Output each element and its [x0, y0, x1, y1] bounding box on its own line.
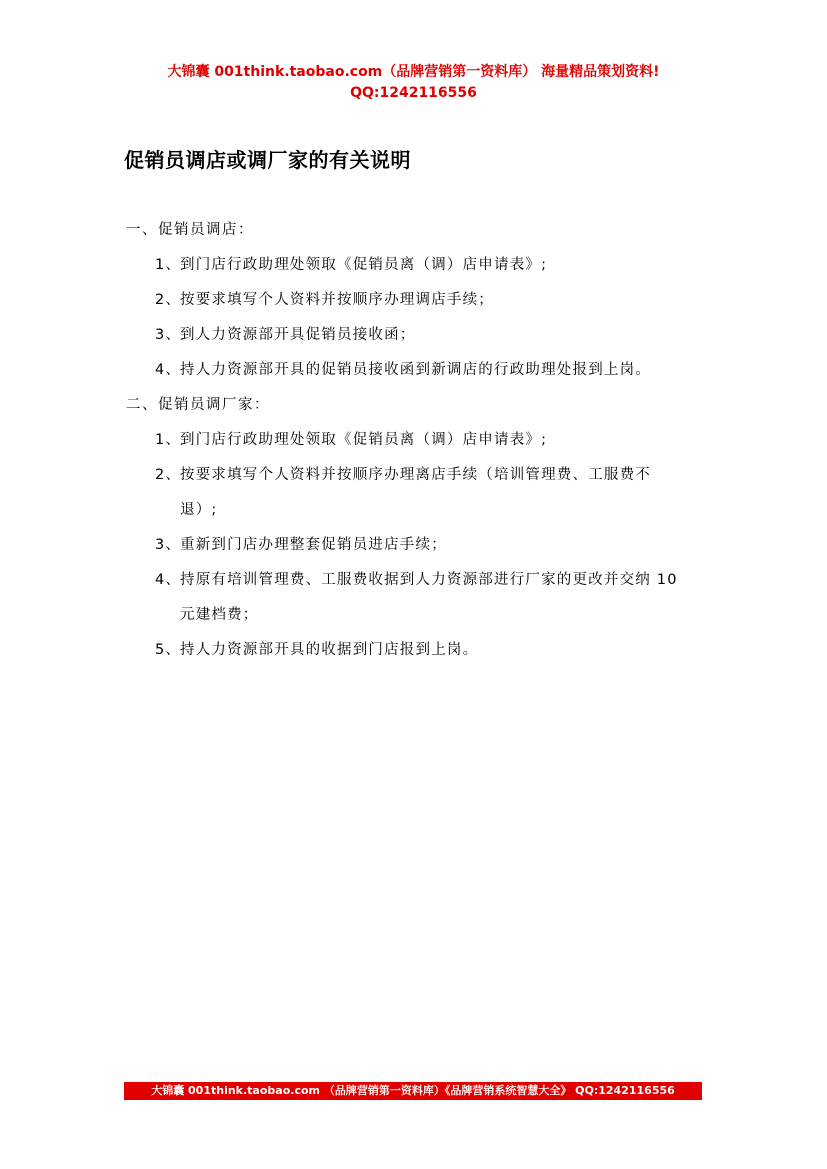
- item-number: 2、: [155, 292, 182, 308]
- list-item: [126, 254, 706, 289]
- item-text: 到门店行政助理处领取《促销员离（调）店申请表》;: [180, 432, 548, 448]
- header-line-2: QQ:1242116556: [350, 85, 477, 101]
- item-number: 1、: [155, 257, 182, 273]
- item-text: 按要求填写个人资料并按顺序办理调店手续；: [180, 292, 494, 308]
- item-number: 3、: [155, 327, 182, 343]
- item-number: 1、: [155, 432, 182, 448]
- list-item: [126, 359, 706, 394]
- section-heading: 一、促销员调店：: [126, 222, 254, 238]
- item-text: 到门店行政助理处领取《促销员离（调）店申请表》;: [180, 257, 548, 273]
- list-item: [126, 289, 706, 324]
- item-number: 4、: [155, 362, 182, 378]
- list-item: [126, 464, 706, 534]
- list-item: [126, 534, 706, 569]
- item-text-line-1: 按要求填写个人资料并按顺序办理离店手续（培训管理费、工服费不: [180, 467, 651, 483]
- item-number: 3、: [155, 537, 182, 553]
- item-text: 到人力资源部开具促销员接收函；: [180, 327, 416, 343]
- item-text: 持人力资源部开具的收据到门店报到上岗。: [180, 642, 479, 658]
- item-number: 4、: [155, 572, 182, 588]
- header-line-1: 大锦囊 001think.taobao.com（品牌营销第一资料库） 海量精品策划资料!: [167, 64, 660, 80]
- list-item: [126, 639, 706, 674]
- item-number: 5、: [155, 642, 182, 658]
- item-text: 持人力资源部开具的促销员接收函到新调店的行政助理处报到上岗。: [180, 362, 651, 378]
- header-banner: [0, 62, 827, 104]
- list-item: [126, 324, 706, 359]
- document-body: [126, 219, 706, 674]
- item-text-line-2: 退）;: [180, 502, 218, 518]
- section-heading: 二、促销员调厂家：: [126, 397, 270, 413]
- list-item: [126, 569, 706, 639]
- item-text: 重新到门店办理整套促销员进店手续；: [180, 537, 447, 553]
- document-title: 促销员调店或调厂家的有关说明: [124, 148, 411, 172]
- footer-banner: 大锦囊 001think.taobao.com （品牌营销第一资料库）《品牌营销系统智慧大全》 QQ:1242116556: [124, 1082, 702, 1100]
- item-number: 2、: [155, 467, 182, 483]
- list-item: [126, 429, 706, 464]
- item-text-line-1: 持原有培训管理费、工服费收据到人力资源部进行厂家的更改并交纳 10: [180, 572, 678, 588]
- item-text-line-2: 元建档费；: [180, 607, 259, 623]
